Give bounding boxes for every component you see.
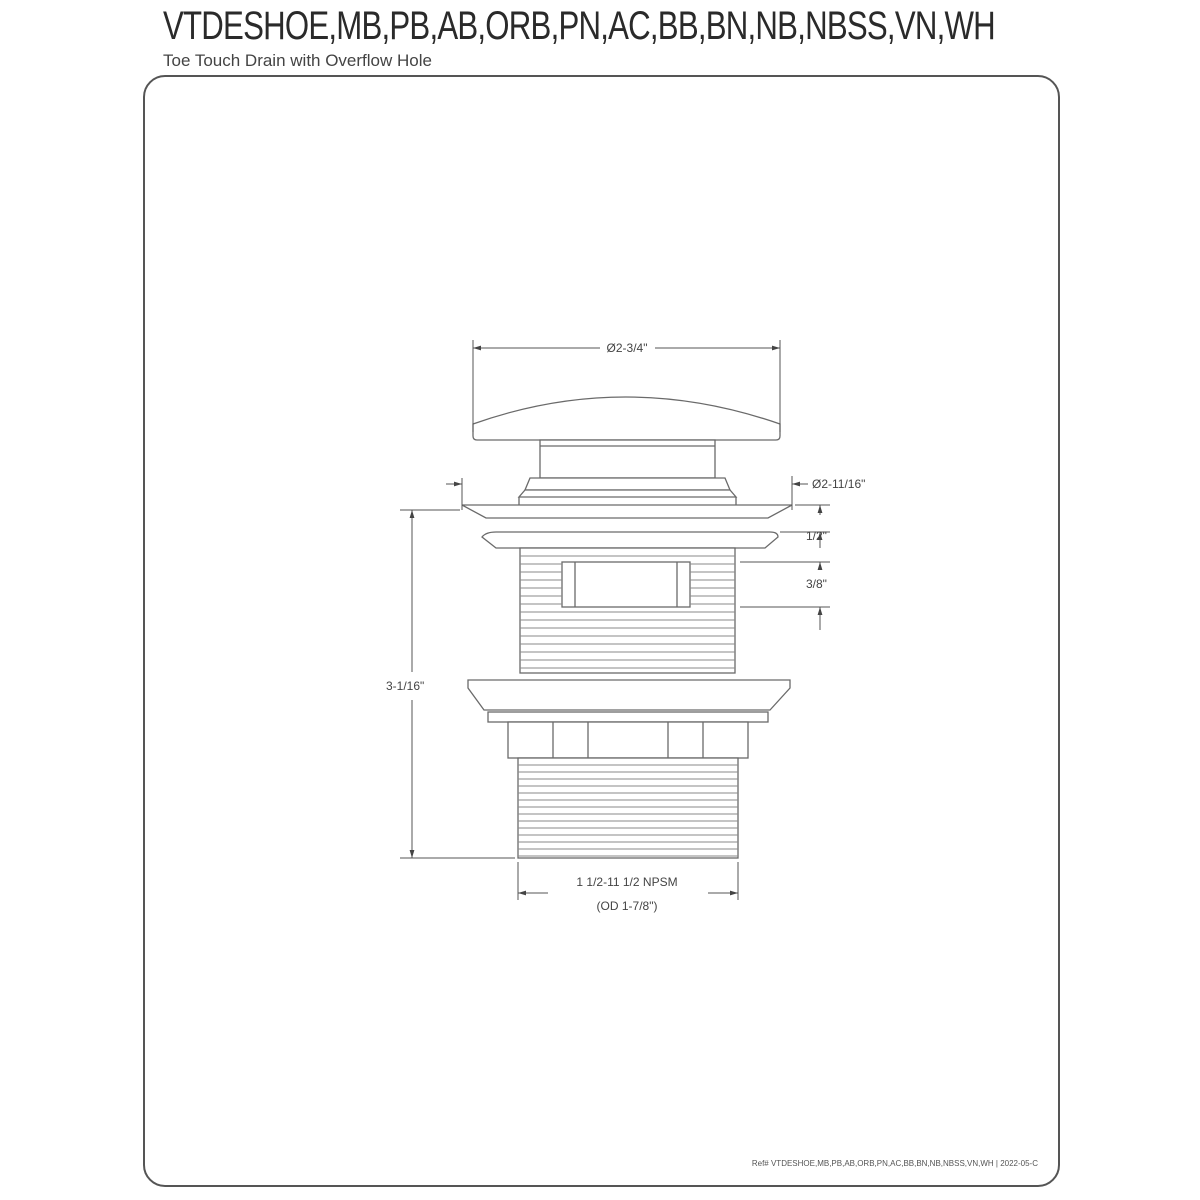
top-flange (462, 505, 792, 518)
product-description: Toe Touch Drain with Overflow Hole (163, 51, 432, 70)
thread-spec-label: 1 1/2-11 1/2 NPSM (576, 875, 678, 889)
model-codes-title: VTDESHOE,MB,PB,AB,ORB,PN,AC,BB,BN,NB,NBSS,VN,WH (163, 4, 995, 48)
flange-diameter-label: Ø2-11/16" (812, 477, 866, 491)
overflow-hole (562, 562, 690, 607)
stem-collar (525, 478, 730, 490)
drain-cap (473, 397, 780, 440)
overall-height-label: 3-1/16" (386, 679, 425, 693)
washer (488, 712, 768, 722)
lower-flange-ring (482, 532, 778, 548)
flange-height-label: 1/2" (806, 529, 827, 543)
locknut-cone (468, 680, 790, 710)
reference-footer: Ref# VTDESHOE,MB,PB,AB,ORB,PN,AC,BB,BN,NB,NBSS,VN,WH | 2022-05-C (751, 1159, 1038, 1168)
lower-threaded-body (518, 758, 738, 858)
overflow-hole-height-label: 3/8" (806, 577, 827, 591)
cap-diameter-label: Ø2-3/4" (606, 341, 648, 355)
hex-nut (508, 722, 748, 758)
thread-od-label: (OD 1-7/8") (596, 899, 658, 913)
